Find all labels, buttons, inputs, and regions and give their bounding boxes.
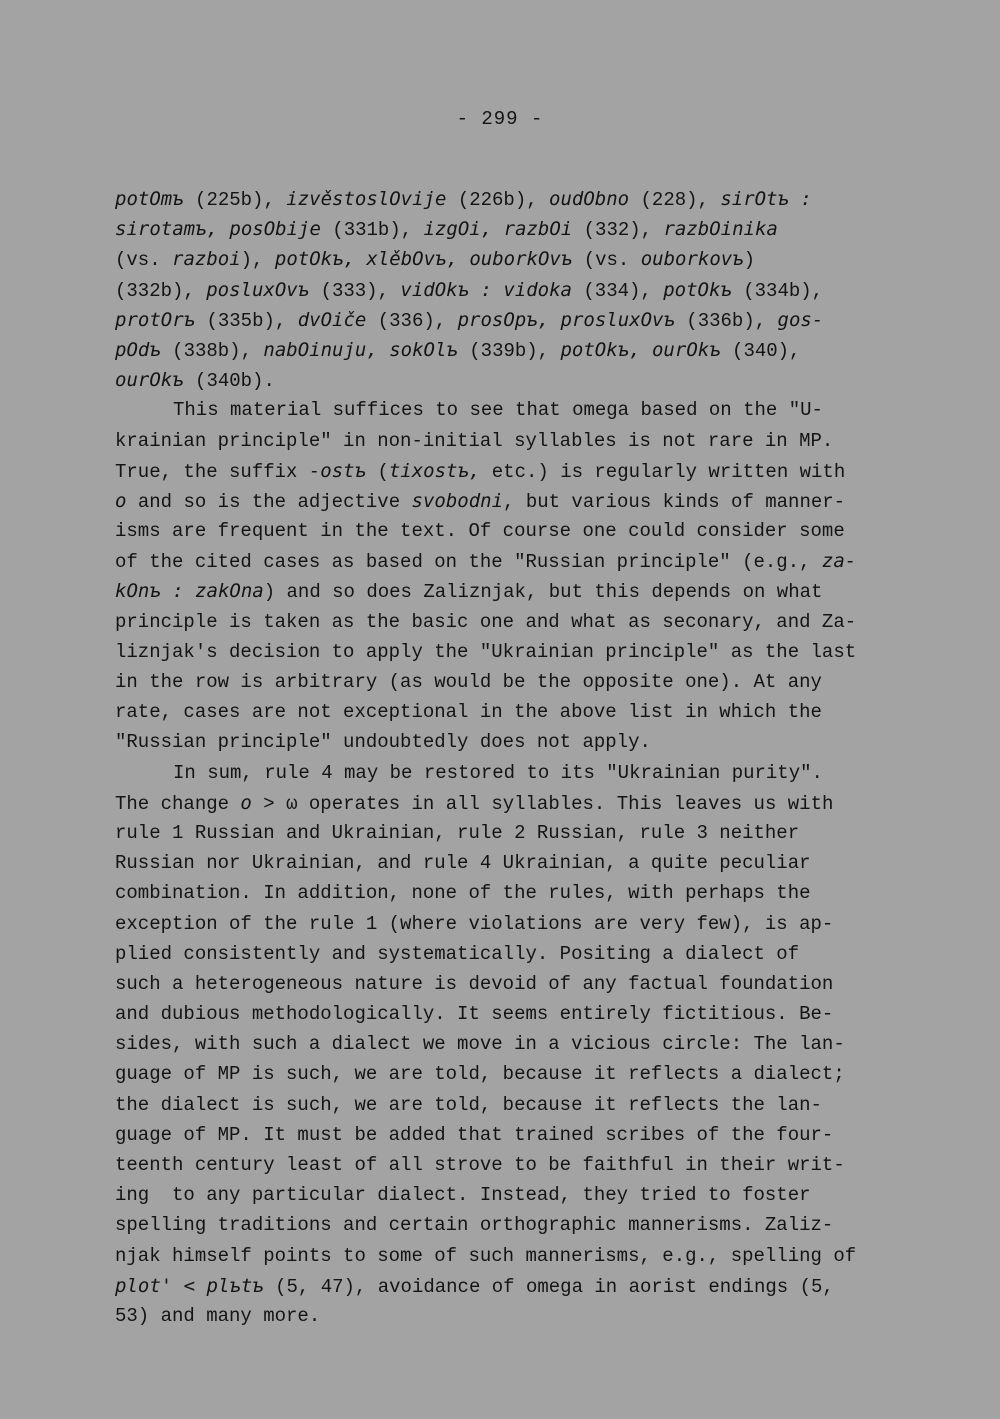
text-line (115, 607, 905, 637)
text-run: (vs. (115, 249, 173, 272)
text-run: guage of MP. It must be added that trained scribes of the four- (115, 1123, 834, 1146)
text-line (115, 848, 905, 878)
text-run: sides, with such a dialect we move in a vicious circle: The lan- (115, 1033, 845, 1056)
text-run: exception of the rule 1 (where violations are very few), is ap- (115, 912, 834, 935)
text-line (115, 1029, 905, 1059)
text-line (115, 1301, 905, 1331)
text-line (115, 335, 905, 365)
text-line (115, 214, 905, 244)
text-run: such a heterogeneous nature is devoid of any factual foundation (115, 972, 834, 995)
text-run: True, the suffix (115, 460, 309, 483)
text-line (115, 546, 905, 576)
italic-term: plot' < plъtъ (115, 1274, 264, 1297)
text-run: principle is taken as the basic one and what as seconary, and Za- (115, 610, 857, 633)
text-run: (339b), (457, 339, 561, 362)
text-line (115, 516, 905, 546)
text-line (115, 1241, 905, 1271)
text-run: (226b), (446, 189, 550, 211)
text-run: This material suffices to see that omega based on the "U- (173, 399, 823, 422)
text-run: ing to any particular dialect. Instead, they tried to foster (115, 1184, 811, 1207)
italic-term: svobodni (411, 489, 504, 512)
text-line (115, 184, 905, 214)
italic-term: za- (821, 550, 857, 573)
text-run: (335b), (195, 309, 298, 332)
text-line (115, 576, 905, 606)
text-run: ), (240, 249, 275, 272)
text-run: (340), (720, 339, 801, 362)
text-run: In sum, rule 4 may be restored to its "Ukrainian purity". (173, 761, 823, 784)
text-run: (336b), (674, 309, 778, 332)
italic-term: razboi (172, 248, 241, 271)
italic-term: -ostъ (308, 459, 367, 482)
text-run: krainian principle" in non-initial syllables is not rare in MP. (115, 429, 834, 452)
text-line (115, 667, 905, 697)
italic-term: gos- (777, 308, 824, 331)
text-line (115, 727, 905, 757)
text-line (115, 909, 905, 939)
italic-term: potOkъ, xlěbOvъ, ouborkOvъ (274, 248, 573, 271)
text-line (115, 969, 905, 999)
text-line (115, 244, 905, 274)
italic-term: nabOinuju, sokOlъ (263, 338, 458, 361)
text-run: in the row is arbitrary (as would be the opposite one). At any (115, 671, 822, 693)
text-run: etc.) is regularly written with (480, 460, 846, 483)
text-line (115, 1120, 905, 1150)
italic-term: o (115, 489, 127, 512)
text-line (115, 878, 905, 908)
text-line (115, 1180, 905, 1210)
italic-term: o (240, 791, 252, 814)
text-run: of the cited cases as based on the "Russian principle" (e.g., (115, 551, 822, 574)
italic-term: potOkъ, ourOkъ (560, 338, 721, 361)
text-run: ) and so does Zaliznjak, but this depends on what (263, 581, 823, 604)
text-line (115, 395, 905, 425)
text-line (115, 1059, 905, 1089)
text-run: (333), (309, 279, 401, 302)
italic-term: sirotamъ, posObije (115, 218, 321, 241)
italic-term: prosOpъ, prosluxOvъ (457, 308, 675, 331)
text-run: (332), (572, 219, 664, 242)
text-run: the dialect is such, we are told, because it reflects the lan- (115, 1093, 822, 1116)
text-line (115, 697, 905, 727)
text-run: rate, cases are not exceptional in the above list in which the (115, 701, 822, 724)
italic-term: sirOtъ : (720, 188, 812, 210)
body-text (115, 184, 905, 1331)
text-line (115, 275, 905, 305)
text-run: ( (366, 460, 389, 483)
text-run: (340b). (183, 370, 275, 393)
page-number: - 299 - (456, 108, 544, 130)
text-run: (338b), (160, 339, 264, 362)
italic-term: dvOiče (297, 308, 367, 331)
text-line (115, 788, 905, 818)
italic-term: izvěstoslOvije (286, 188, 447, 210)
text-line (115, 486, 905, 516)
italic-term: izgOi, razbOi (423, 218, 573, 241)
text-run: The change (115, 792, 241, 815)
text-run: and so is the adjective (126, 490, 412, 513)
italic-term: tixostъ, (388, 459, 481, 482)
text-line (115, 365, 905, 395)
text-run: (331b), (320, 219, 424, 242)
text-run: isms are frequent in the text. Of course one could consider some (115, 520, 845, 543)
text-run: teenth century least of all strove to be faithful in their writ- (115, 1154, 845, 1176)
text-line (115, 939, 905, 969)
italic-term: ourOkъ (115, 369, 184, 392)
text-run: (225b), (183, 189, 287, 211)
italic-term: kOnъ : zakOna (115, 580, 264, 603)
text-line (115, 1090, 905, 1120)
text-line (115, 426, 905, 456)
text-line (115, 1150, 905, 1180)
text-line (115, 456, 905, 486)
text-run: njak himself points to some of such mannerisms, e.g., spelling of (115, 1244, 857, 1267)
italic-term: posluxOvъ (206, 278, 310, 301)
text-run: rule 1 Russian and Ukrainian, rule 2 Russian, rule 3 neither (115, 821, 800, 844)
italic-term: vidOkъ : vidoka (400, 278, 572, 301)
text-run: guage of MP is such, we are told, because it reflects a dialect; (115, 1063, 845, 1086)
text-run: (228), (629, 189, 721, 211)
italic-term: potOmъ (115, 188, 184, 210)
text-line (115, 999, 905, 1029)
italic-term: oudObno (549, 188, 630, 210)
text-run: (vs. (572, 249, 641, 272)
text-run: plied consistently and systematically. Positing a dialect of (115, 942, 800, 965)
italic-term: potOkъ (663, 278, 732, 301)
text-run: "Russian principle" undoubtedly does not apply. (115, 731, 651, 754)
text-run: (334b), (731, 279, 824, 302)
text-run: (336), (366, 309, 458, 332)
text-line (115, 758, 905, 788)
text-run: (334), (571, 279, 664, 302)
text-run: (5, 47), avoidance of omega in aorist endings (5, (263, 1275, 834, 1298)
italic-term: pOdъ (115, 338, 161, 361)
text-run: spelling traditions and certain orthographic mannerisms. Zaliz- (115, 1214, 834, 1237)
text-run: Russian nor Ukrainian, and rule 4 Ukrainian, a quite peculiar (115, 852, 811, 875)
text-line (115, 637, 905, 667)
text-run: and dubious methodologically. It seems entirely fictitious. Be- (115, 1003, 834, 1026)
italic-term: protOrъ (115, 308, 196, 331)
text-run: (332b), (115, 279, 207, 302)
text-run: > ω operates in all syllables. This leaves us with (251, 792, 834, 815)
text-run: combination. In addition, none of the rules, with perhaps the (115, 882, 811, 905)
text-line (115, 1210, 905, 1240)
text-run: 53) and many more. (115, 1304, 321, 1327)
text-run: , but various kinds of manner- (503, 490, 846, 513)
text-line (115, 1271, 905, 1301)
text-run: liznjak's decision to apply the "Ukrainian principle" as the last (115, 640, 857, 663)
italic-term: ouborkovъ (640, 248, 744, 271)
italic-term: razbOinika (663, 218, 778, 241)
text-run: ) (743, 249, 756, 272)
text-line (115, 818, 905, 848)
text-line (115, 305, 905, 335)
